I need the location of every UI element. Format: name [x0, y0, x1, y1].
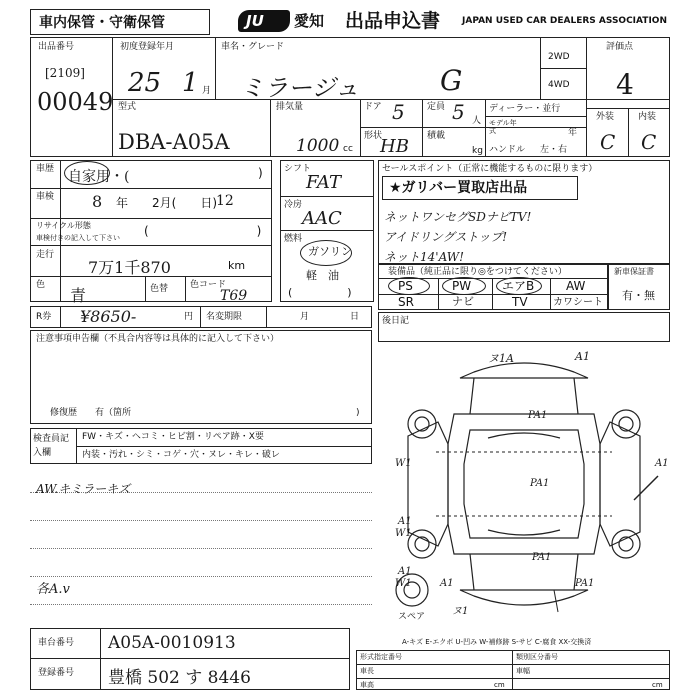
name-change-label: 名変期限: [206, 312, 243, 322]
diagram-mark-2: A1: [575, 350, 590, 363]
approval-label: 形式指定番号: [360, 653, 402, 661]
car-name-value: ミラージュ: [240, 74, 360, 102]
association-name: JAPAN USED CAR DEALERS ASSOCIATION: [462, 16, 667, 26]
selling-banner: [382, 176, 578, 200]
model-value: DBA-A05A: [118, 130, 230, 154]
history-close: ): [258, 166, 263, 180]
exterior-label: 外装: [596, 112, 615, 122]
shape-label: 形状: [364, 131, 383, 141]
diagram-mark-14: PA1: [575, 578, 595, 589]
doors-label: ドア: [364, 102, 382, 112]
color-label: 色: [36, 280, 46, 290]
diagram-mark-10: A1: [398, 566, 412, 577]
reg-month-unit: 月: [202, 86, 212, 96]
inspector-comment-2: 各A.v: [36, 582, 70, 597]
car-diagram: [378, 344, 670, 624]
after-day-block: [378, 312, 670, 342]
frame-number-label: 車台番号: [38, 638, 75, 648]
height-label: 車高: [360, 681, 374, 689]
doors-value: 5: [392, 100, 405, 124]
recycle-parens: ( ): [144, 224, 262, 238]
capacity-unit: 人: [472, 116, 482, 126]
diagram-mark-11: W1: [395, 578, 412, 589]
model-year-unit: 年: [568, 128, 578, 138]
caution-label: 注意事項申告欄（不具合内容等は具体的に記入して下さい）: [36, 334, 280, 344]
ac-label: 冷房: [284, 200, 303, 210]
drive-2wd: 2WD: [548, 52, 570, 62]
inspector-label: 検査員記入欄: [33, 434, 70, 458]
model-year-label: モデル年式: [489, 119, 517, 135]
diagram-mark-4: PA1: [530, 478, 550, 489]
history-label: 車歴: [36, 164, 55, 174]
inspector-row-2: 内装・汚れ・シミ・コゲ・穴・ヌレ・キレ・破レ: [82, 450, 280, 460]
form-title: 出品申込書: [345, 10, 441, 32]
after-day-label: 後日記: [382, 316, 410, 326]
shaken-label: 車検: [36, 192, 55, 202]
reg-date-label: 初度登録年月: [120, 42, 175, 52]
handle-value: 左・右: [540, 145, 568, 155]
lot-number: 00049: [37, 88, 114, 116]
fuel-gasoline: ガソリン: [308, 245, 352, 258]
plate-number-label: 登録番号: [38, 668, 75, 678]
equipment-title: 装備品（純正品に限り◎をつけてください）: [388, 267, 567, 277]
circle-airbag: [496, 277, 542, 295]
new-cert-value: 有・無: [622, 289, 655, 302]
equip-sr: SR: [398, 295, 414, 309]
category-label: 類別区分番号: [516, 653, 558, 661]
displacement-unit: cc: [343, 144, 353, 154]
frame-number-value: A05A-0010913: [108, 633, 236, 653]
color-code-value: T69: [220, 288, 248, 304]
displacement-label: 排気量: [276, 102, 304, 112]
cm-unit-1: cm: [494, 681, 505, 689]
diagram-mark-9: W1: [395, 528, 412, 539]
capacity-value: 5: [452, 100, 465, 124]
mileage-value: 7万1千870: [88, 258, 171, 277]
fuel-label: 燃料: [284, 234, 303, 244]
drive-4wd: 4WD: [548, 80, 570, 90]
displacement-value: 1000: [296, 136, 340, 156]
repair-close: ): [356, 408, 360, 418]
shaken-year: 8: [92, 192, 103, 211]
month-label: 月: [300, 312, 310, 322]
inspector-comment-1: AW.キミラーキズ: [36, 482, 130, 496]
selling-note-3: ネット14'AW!: [384, 250, 464, 264]
inspector-row-1: FW・キズ・ヘコミ・ヒビ割・リペア跡・X要: [82, 432, 264, 442]
recycle-fee-label: R券: [36, 312, 52, 322]
recycle-note: 車検付きの記入して下さい: [36, 234, 120, 242]
capacity-label: 定員: [427, 102, 446, 112]
length-label: 車長: [360, 667, 374, 675]
storage-label: 車内保管・守衛保管: [39, 15, 165, 31]
dealer-label: ディーラー・並行: [489, 104, 561, 114]
spare-label: スペア: [398, 612, 426, 622]
recycle-fee-unit: 円: [184, 312, 194, 322]
history-circle: [64, 161, 110, 185]
cargo-unit: kg: [472, 146, 483, 156]
interior-value: C: [641, 130, 657, 154]
logo-region: 愛知: [294, 12, 325, 30]
equip-pw: PW: [452, 279, 472, 293]
grade-value: G: [440, 64, 463, 97]
diagram-mark-5: PA1: [532, 552, 552, 563]
logo-mark: JU: [246, 12, 264, 30]
reg-month: 1: [182, 68, 199, 98]
selling-note-1: ネットワンセグSDナビTV!: [384, 210, 532, 224]
shaken-day: 12: [216, 193, 234, 209]
diagram-mark-6: W1: [395, 458, 412, 469]
color-change-label: 色替: [150, 284, 169, 294]
equip-aw: AW: [566, 279, 586, 293]
cm-unit-2: cm: [652, 681, 663, 689]
selling-points-title: セールスポイント（正常に機能するものに限ります）: [382, 164, 598, 174]
width-label: 車幅: [516, 667, 530, 675]
circle-ps: [388, 277, 430, 295]
equip-tv: TV: [512, 295, 528, 309]
specs-block: [356, 650, 670, 690]
diagram-mark-8: A1: [398, 516, 412, 527]
lot-label: 出品番号: [38, 42, 75, 52]
ju-logo: [238, 10, 290, 32]
model-label: 型式: [118, 102, 137, 112]
recycle-label: リサイクル形態: [36, 221, 91, 230]
equip-navi: ナビ: [452, 295, 474, 308]
diagram-mark-3: PA1: [528, 410, 548, 421]
shaken-unit: 年 2月( 日): [116, 196, 217, 210]
shift-value: FAT: [306, 172, 341, 193]
diagram-mark-1: ヌ1A: [488, 352, 514, 365]
storage-label-box: [30, 9, 210, 35]
equip-leather: カワシート: [553, 297, 603, 308]
handle-label: ハンドル: [489, 145, 526, 155]
day-label: 日: [350, 312, 360, 322]
exterior-value: C: [600, 130, 616, 154]
car-name-label: 車名・グレード: [221, 42, 285, 52]
selling-note-2: アイドリングストップ!: [384, 230, 508, 244]
equip-airbag: エアB: [502, 279, 535, 293]
score-value: 4: [616, 68, 634, 101]
lot-prefix: [2109]: [45, 66, 85, 80]
history-value: 自家用・(: [68, 169, 130, 185]
recycle-fee-value: ¥8650-: [80, 307, 137, 326]
selling-banner-text: ★ガリバー買取店出品: [389, 180, 528, 196]
cargo-label: 積載: [427, 131, 446, 141]
new-cert-label: 新車保証書: [614, 267, 654, 276]
shift-label: シフト: [284, 164, 312, 174]
score-label: 評価点: [606, 42, 634, 52]
interior-label: 内装: [638, 112, 657, 122]
fuel-light-oil: 軽 油: [306, 269, 339, 282]
diagram-mark-12: A1: [440, 578, 454, 589]
equip-ps: PS: [398, 279, 413, 293]
reg-year: 25: [128, 68, 162, 98]
mileage-label: 走行: [36, 250, 55, 260]
diagram-mark-7: A1: [655, 458, 669, 469]
damage-legend: A-キズ E-エクボ U-凹み W-補修跡 S-サビ C-腐食 XX-交換済: [402, 638, 592, 646]
diagram-mark-13: ヌ1: [452, 606, 469, 617]
color-code-label: 色コード: [190, 280, 227, 290]
repair-label: 修復歴 有（箇所: [50, 408, 132, 418]
shape-value: HB: [380, 136, 409, 157]
color-value: 青: [70, 286, 87, 305]
plate-number-value: 豊橋 502 す 8446: [108, 668, 251, 688]
circle-pw: [442, 277, 486, 295]
ac-value: AAC: [302, 208, 342, 229]
fuel-parens: ( ): [288, 286, 352, 299]
mileage-unit: km: [228, 259, 246, 272]
